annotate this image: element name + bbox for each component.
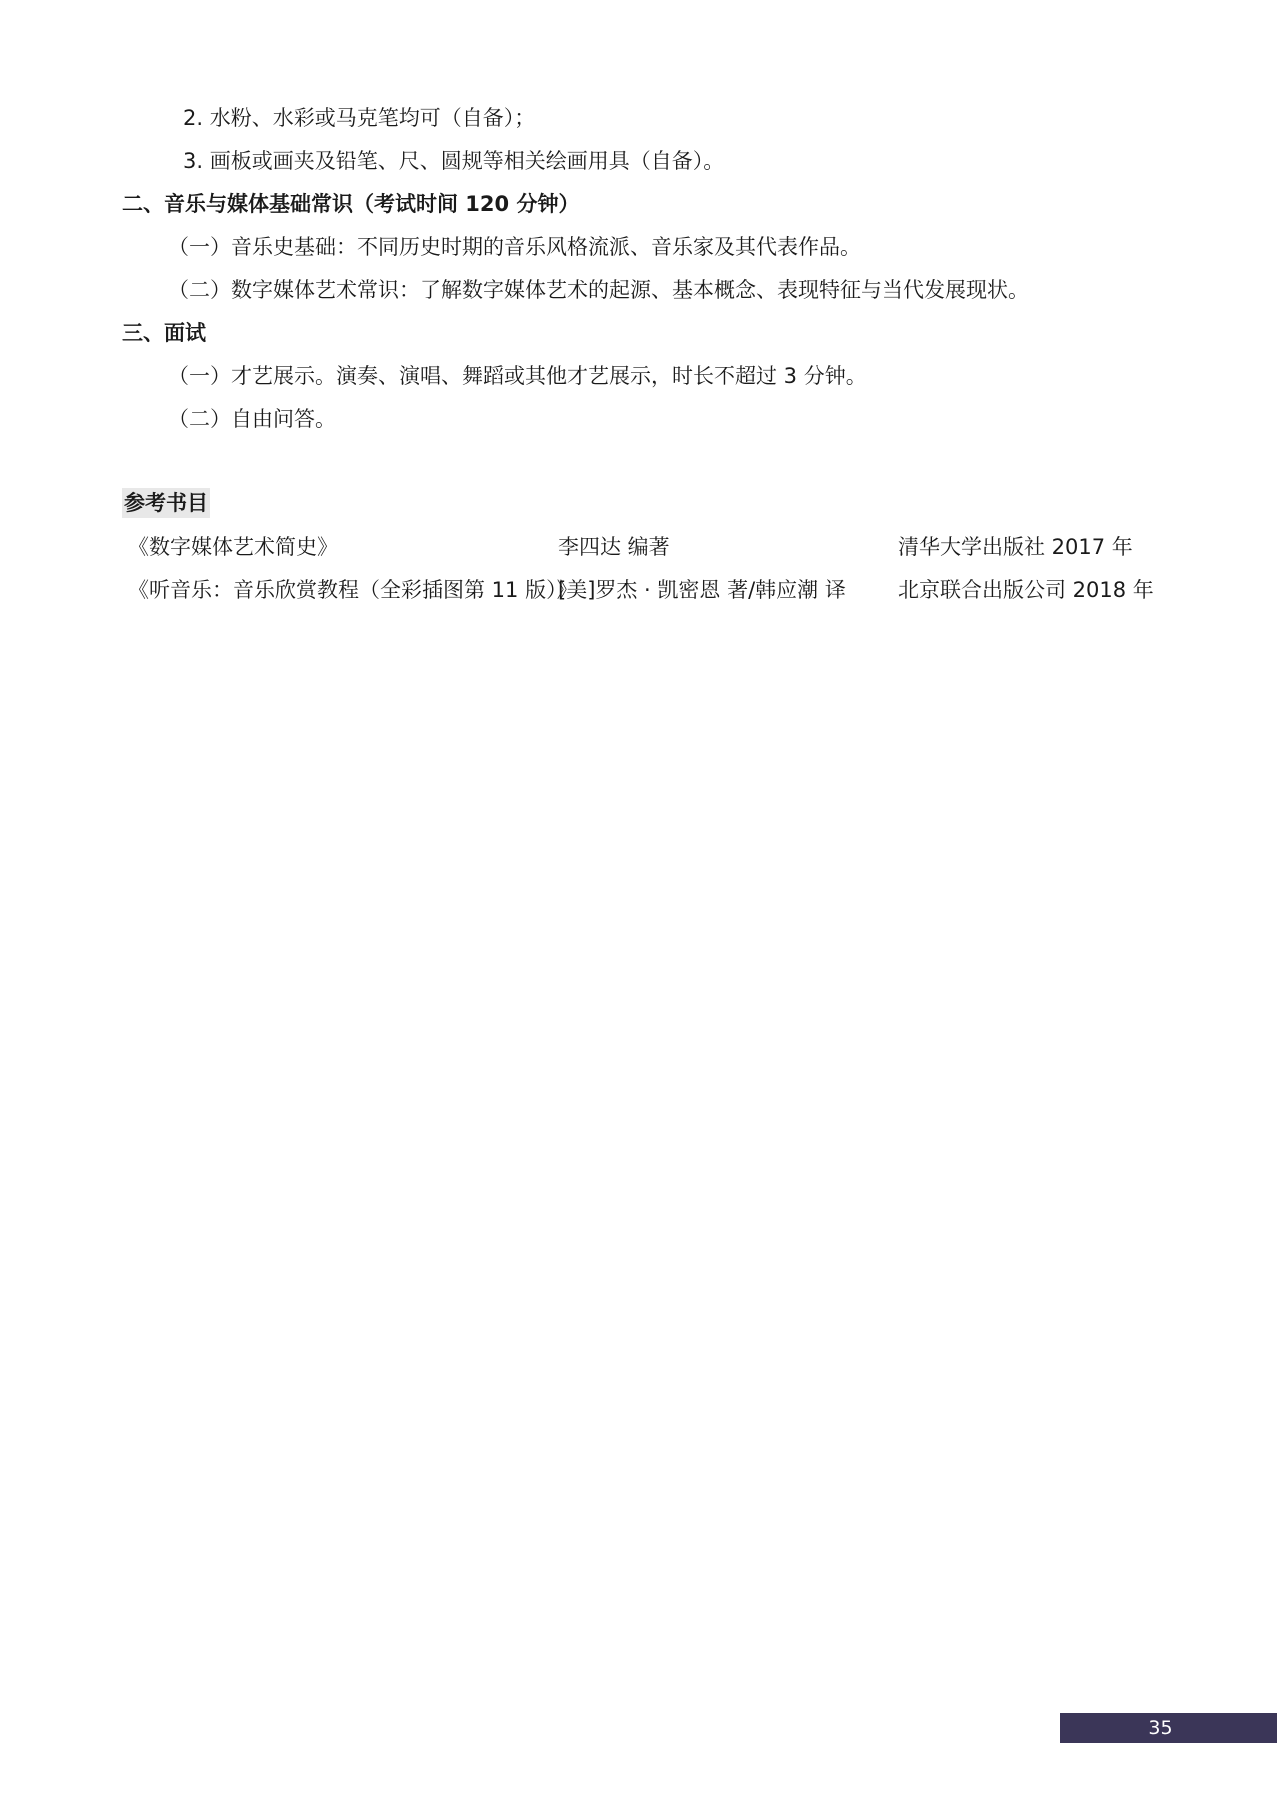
section3-item-1: （一）才艺展示。演奏、演唱、舞蹈或其他才艺展示，时长不超过 3 分钟。	[168, 364, 867, 388]
section-heading-music-media: 二、音乐与媒体基础常识（考试时间 120 分钟）	[122, 192, 580, 216]
material-item-3: 3. 画板或画夹及铅笔、尺、圆规等相关绘画用具（自备）。	[183, 149, 725, 173]
reference-row	[0, 575, 1280, 605]
section2-item-1: （一）音乐史基础：不同历史时期的音乐风格流派、音乐家及其代表作品。	[168, 235, 861, 259]
material-item-2: 2. 水粉、水彩或马克笔均可（自备）；	[183, 106, 536, 130]
page-number: 35	[1148, 1717, 1173, 1739]
reference-publisher: 北京联合出版公司 2018 年	[898, 578, 1154, 602]
reference-title: 《听音乐：音乐欣赏教程（全彩插图第 11 版）》	[128, 578, 578, 602]
section-heading-interview: 三、面试	[122, 321, 206, 345]
reference-author: [美]罗杰 · 凯密恩 著/韩应潮 译	[558, 578, 846, 602]
page-number-bar	[1060, 1713, 1277, 1743]
section3-item-2: （二）自由问答。	[168, 407, 336, 431]
reference-author: 李四达 编著	[558, 535, 670, 559]
section2-item-2: （二）数字媒体艺术常识：了解数字媒体艺术的起源、基本概念、表现特征与当代发展现状。	[168, 278, 1029, 302]
reference-publisher: 清华大学出版社 2017 年	[898, 535, 1133, 559]
references-heading: 参考书目	[122, 488, 210, 518]
reference-title: 《数字媒体艺术简史》	[128, 535, 338, 559]
reference-row	[0, 532, 1280, 562]
